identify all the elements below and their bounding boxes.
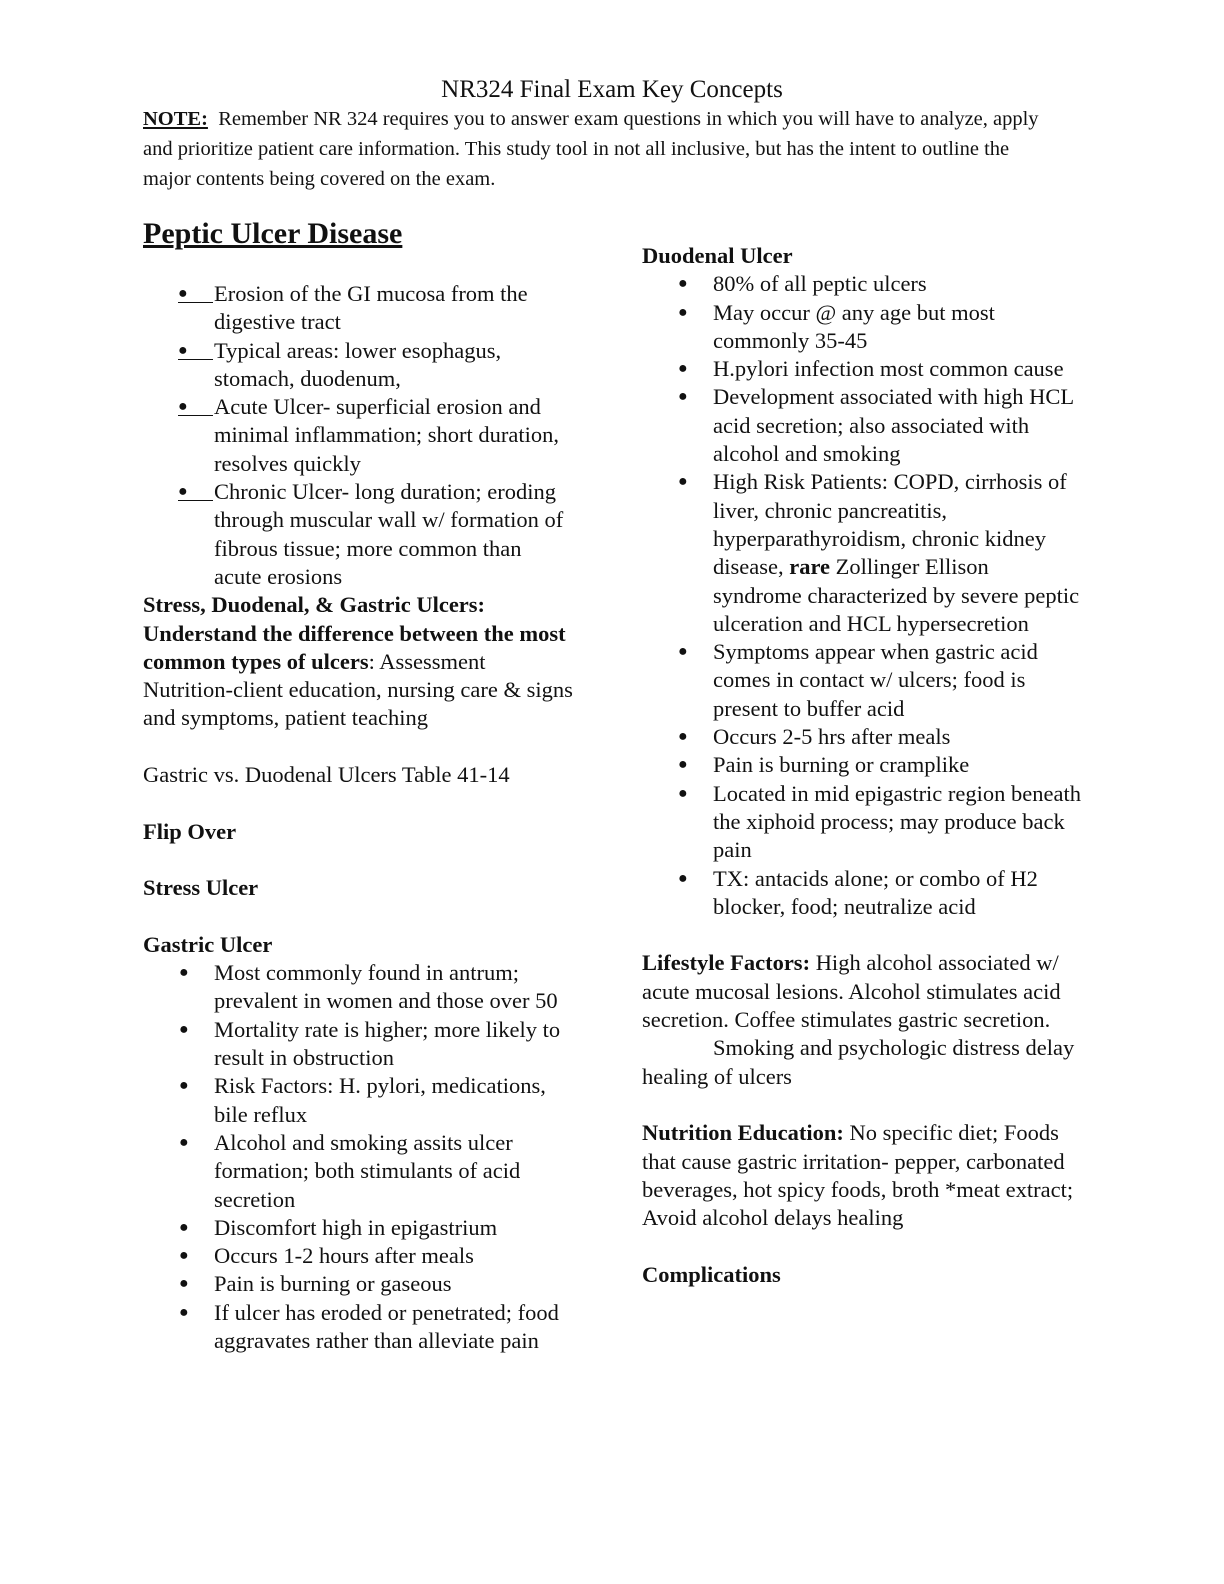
list-item: ● Pain is burning or cramplike [642,751,1082,779]
bullet-icon: ● [678,360,688,378]
bullet-icon: ● [678,869,688,887]
bullet-icon: ● [179,1275,189,1293]
note-label: NOTE: [143,108,208,130]
list-item: ● Occurs 2-5 hrs after meals [642,723,1082,751]
bullet-icon: ● [678,473,688,491]
lifestyle-label: Lifestyle Factors: [642,950,811,976]
list-item: ● Development associated with high HCL acid secretion; also associated with alcohol and smoking [678,384,1074,467]
list-item: ● Acute Ulcer- superficial erosion and minimal inflammation; short duration, resolves quickly [178,394,559,476]
bullet-icon: ● [179,1020,189,1038]
list-item: ● Erosion of the GI mucosa from the digestive tract [178,281,528,335]
note-paragraph [143,104,1053,194]
list-item: ● Located in mid epigastric region beneath the xiphoid process; may produce back pain [678,780,1081,863]
bullet-icon: ● [179,1077,189,1095]
right-column [642,242,1082,1289]
bullet-icon: ● [179,964,189,982]
bullet-icon: ● [178,478,213,501]
list-item: ● High Risk Patients: COPD, cirrhosis of liver, chronic pancreatitis, hyperparathyroidism, chronic kidney disease, rare Zollinger Ellison syndrome characterized by severe peptic ulceration and HCL hypersecretion [678,469,1080,636]
flip-over-heading: Flip Over [143,818,237,844]
list-item: ● Most commonly found in antrum; prevalent in women and those over 50 [179,960,558,1014]
bullet-icon: ● [678,784,688,802]
list-item: ● Chronic Ulcer- long duration; eroding through muscular wall w/ formation of fibrous tissue; more common than acute erosions [178,479,564,589]
list-item: ● Pain is burning or gaseous [143,1270,573,1298]
bullet-icon: ● [678,643,688,661]
page-title: NR324 Final Exam Key Concepts [441,76,783,103]
table-reference: Gastric vs. Duodenal Ulcers Table 41-14 [143,762,510,788]
nutrition-education-paragraph: Nutrition Education: No specific diet; Foods that cause gastric irritation- pepper, carbonated beverages, hot spicy foods, broth *meat extract; Avoid alcohol delays healing [642,1120,1074,1231]
bullet-icon: ● [179,1218,189,1236]
complications-heading: Complications [642,1261,781,1287]
nutrition-label: Nutrition Education: [642,1120,844,1146]
list-item: ● Alcohol and smoking assits ulcer formation; both stimulants of acid secretion [179,1129,521,1212]
bullet-icon: ● [678,728,688,746]
lifestyle-factors-paragraph: Lifestyle Factors: High alcohol associated w/ acute mucosal lesions. Alcohol stimulates acid secretion. Coffee stimulates gastric secretion. [642,950,1061,1033]
list-item: ● Typical areas: lower esophagus, stomach, duodenum, [178,337,502,391]
bullet-icon: ● [678,275,688,293]
bullet-icon: ● [178,280,213,303]
bullet-icon: ● [678,388,688,406]
bullet-icon: ● [678,303,688,321]
stress-heading: Stress, Duodenal, & Gastric Ulcers: Understand the difference between the most common types of ulcers [143,592,566,674]
list-item: ● H.pylori infection most common cause [642,355,1082,383]
bullet-icon: ● [179,1303,189,1321]
list-item: ● TX: antacids alone; or combo of H2 blocker, food; neutralize acid [678,865,1038,919]
section-title-peptic-ulcer: Peptic Ulcer Disease [143,217,403,250]
bullet-icon: ● [178,337,213,360]
stress-ulcer-heading: Stress Ulcer [143,875,259,901]
intro-list [143,280,573,591]
stress-duodenal-gastric-paragraph [143,591,573,732]
duodenal-ulcer-heading: Duodenal Ulcer [642,243,793,268]
bullet-icon: ● [179,1247,189,1265]
duodenal-list [642,270,1082,921]
smoking-paragraph: Smoking and psychologic distress delay healing of ulcers [642,1035,1075,1089]
list-item: ● Symptoms appear when gastric acid comes in contact w/ ulcers; food is present to buffer acid [678,639,1038,721]
list-item: ● If ulcer has eroded or penetrated; food aggravates rather than alleviate pain [179,1299,559,1353]
stress-text: : Assessment Nutrition-client education, nursing care & signs and symptoms, patient teaching [143,648,573,731]
list-item: ● 80% of all peptic ulcers [642,270,1082,298]
gastric-list [143,959,573,1355]
list-item: ● May occur @ any age but most commonly 35-45 [678,299,995,353]
list-item: ● Occurs 1-2 hours after meals [143,1242,573,1270]
gastric-ulcer-heading: Gastric Ulcer [143,931,273,957]
left-column [143,214,573,1355]
bullet-icon: ● [179,1133,189,1151]
list-item: ● Mortality rate is higher; more likely to result in obstruction [179,1016,561,1071]
list-item: ● Risk Factors: H. pylori, medications, bile reflux [179,1073,546,1127]
rare-emphasis: rare [789,554,831,580]
bullet-icon: ● [178,393,213,416]
list-item: ● Discomfort high in epigastrium [143,1214,573,1242]
bullet-icon: ● [678,756,688,774]
note-text: Remember NR 324 requires you to answer exam questions in which you will have to analyze, apply and prioritize patient care information. This study tool in not all inclusive, but has the intent to outline the major contents being covered on the exam. [143,108,1039,190]
